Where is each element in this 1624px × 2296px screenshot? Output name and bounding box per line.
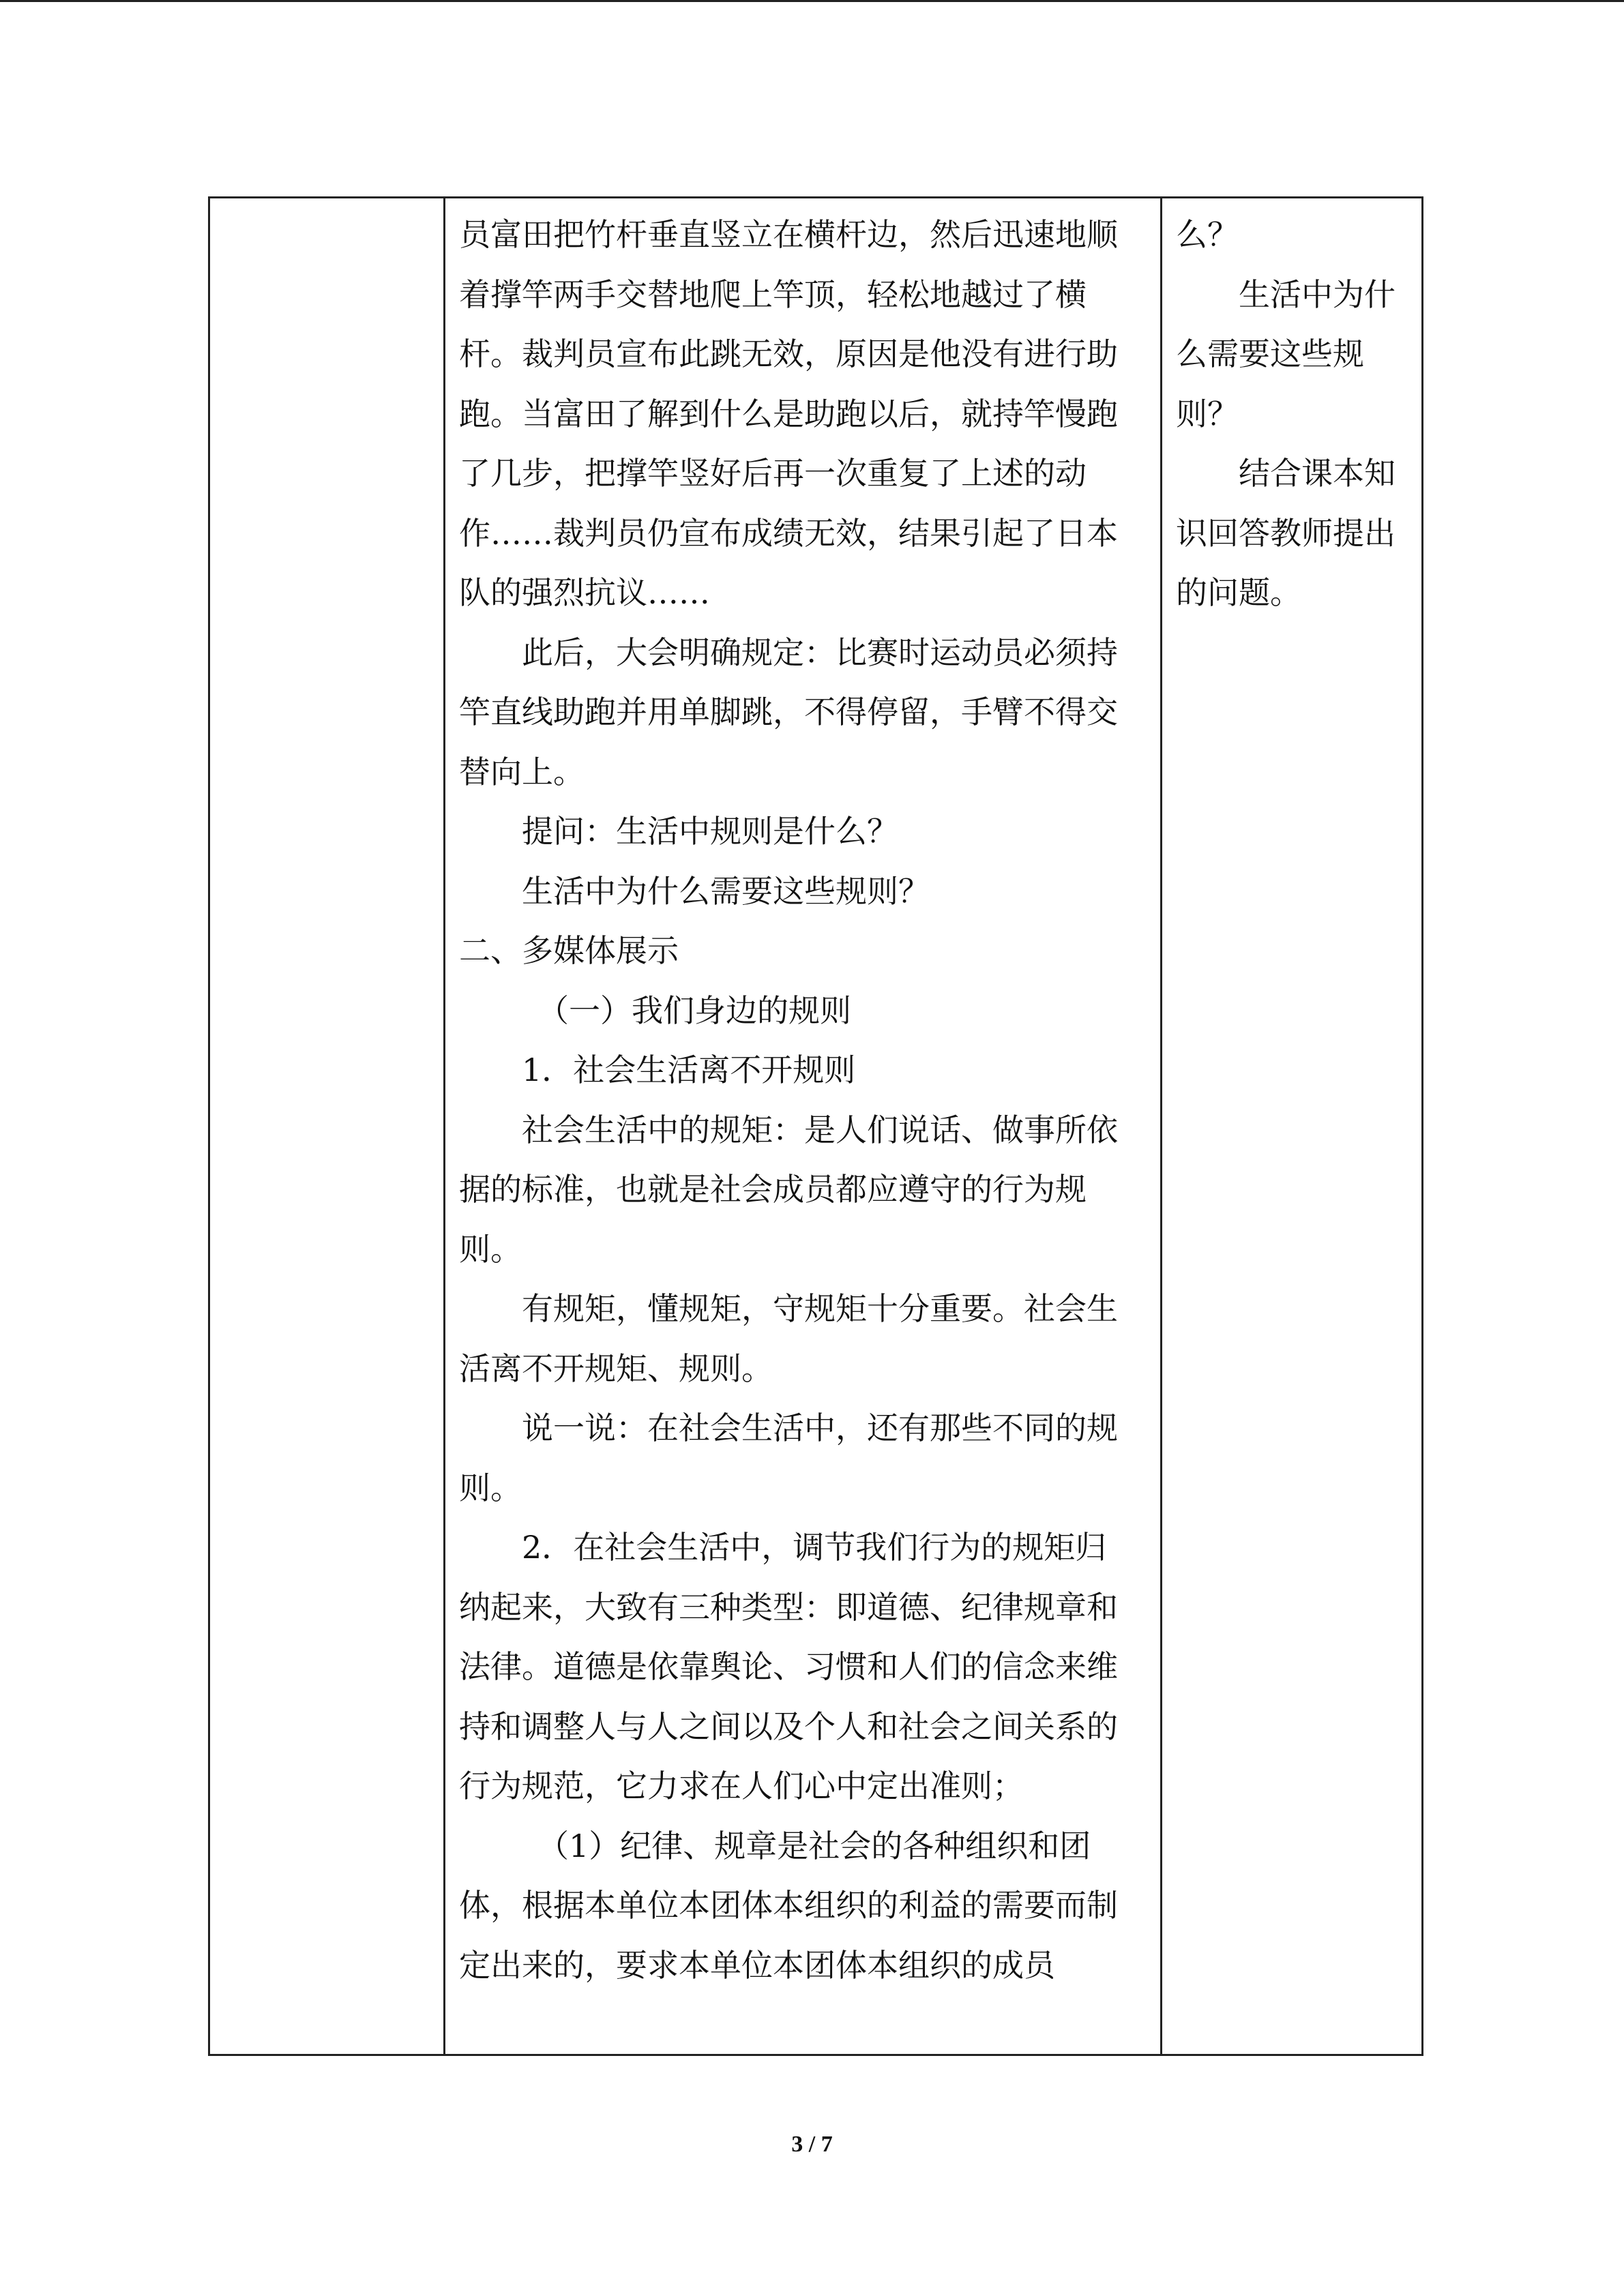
paragraph: 提问：生活中规则是什么？ — [522, 813, 898, 850]
numbered-heading: 1．社会生活离不开规则 — [522, 1052, 856, 1088]
left-column-cell — [209, 198, 445, 2055]
teacher-activity-cell — [445, 198, 1162, 2055]
paragraph: 有规矩，懂规矩，守规矩十分重要。社会生活离不开规矩、规则。 — [459, 1290, 1118, 1387]
page-number: 3 / 7 — [791, 2132, 833, 2157]
paragraph: 生活中为什么需要这些规则？ — [1176, 275, 1396, 432]
lesson-plan-table — [208, 196, 1423, 2056]
paragraph: 此后，大会明确规定：比赛时运动员必须持竿直线助跑并用单脚跳，不得停留，手臂不得交替向上。 — [459, 633, 1118, 790]
section-heading: 二、多媒体展示 — [459, 932, 679, 969]
subsection-heading: （一）我们身边的规则 — [537, 992, 851, 1029]
paragraph: 2．在社会生活中，调节我们行为的规矩归纳起来，大致有三种类型：即道德、纪律规章和法律。道德是依靠舆论、习惯和人们的信念来维持和调整人与人之间以及个人和社会之间关系的行为规范，它力求在人们心中定出准则； — [459, 1529, 1118, 1804]
paragraph: 生活中为什么需要这些规则？ — [522, 872, 930, 910]
paragraph: （1）纪律、规章是社会的各种组织和团体，根据本单位本团体本组织的利益的需要而制定出来的，要求本单位本团体本组织的成员 — [459, 1827, 1118, 1984]
table-row — [209, 198, 1423, 2055]
student-activity-text — [1162, 198, 1421, 623]
student-activity-cell — [1162, 198, 1423, 2055]
teacher-activity-text — [445, 198, 1160, 1995]
paragraph: 社会生活中的规矩：是人们说话、做事所依据的标准，也就是社会成员都应遵守的行为规则。 — [459, 1111, 1118, 1268]
paragraph: 员富田把竹杆垂直竖立在横杆边，然后迅速地顺着撑竿两手交替地爬上竿顶，轻松地越过了横杆。裁判员宣布此跳无效，原因是他没有进行助跑。当富田了解到什么是助跑以后，就持竿慢跑了几步，把撑竿竖好后再一次重复了上述的动作……裁判员仍宣布成绩无效，结果引起了日本队的强烈抗议…… — [459, 216, 1118, 611]
paragraph: 说一说：在社会生活中，还有那些不同的规则。 — [459, 1410, 1118, 1506]
paragraph: 结合课本知识回答教师提出的问题。 — [1176, 455, 1396, 611]
paragraph: 么？ — [1176, 216, 1239, 253]
top-border-line — [0, 0, 1624, 2]
